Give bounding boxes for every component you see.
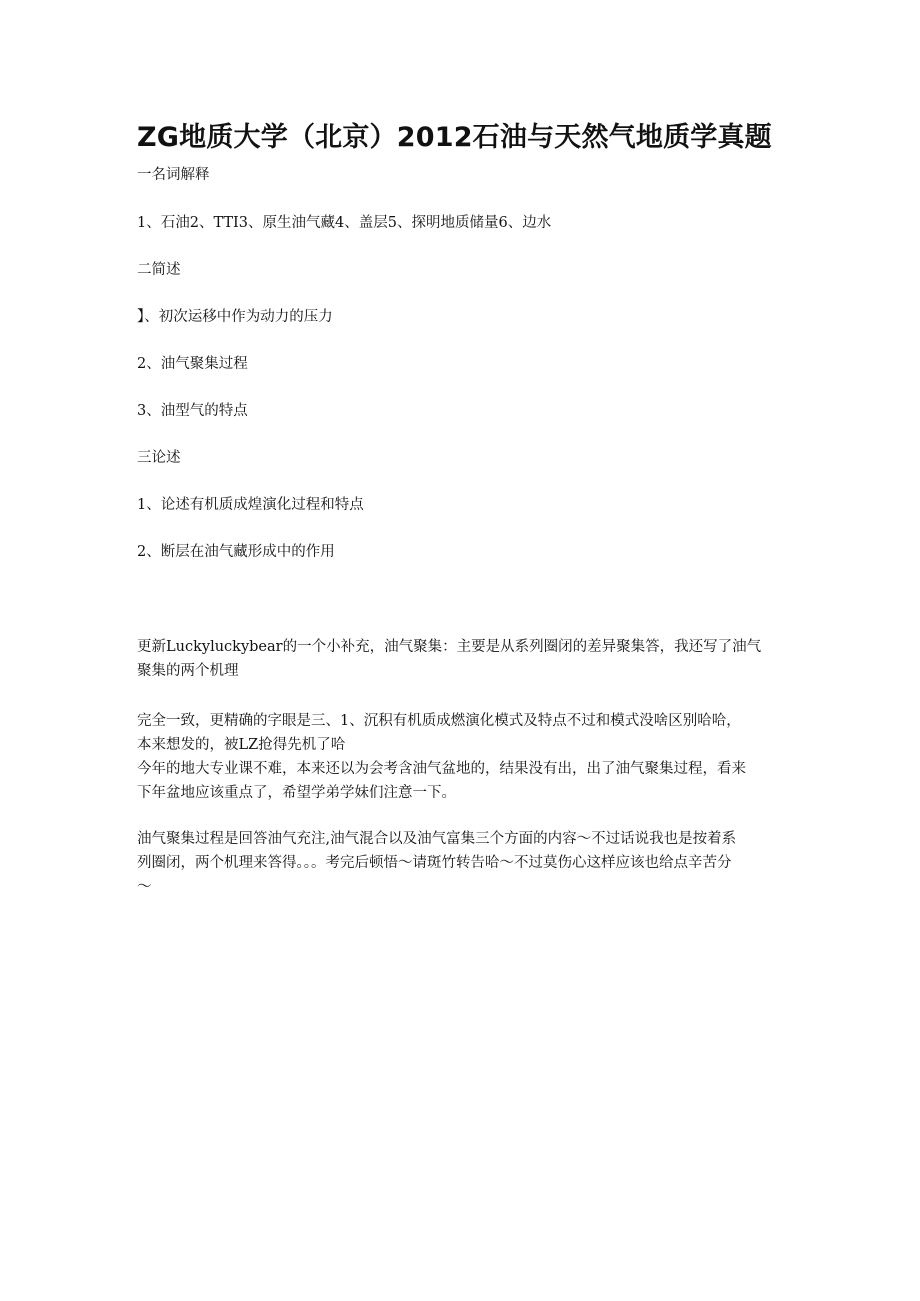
comment-3-line-1: 今年的地大专业课不难，本来还以为会考含油气盆地的，结果没有出，出了油气聚集过程，看来 — [137, 761, 746, 777]
comment-1-line-2: 聚集的两个机理 — [137, 663, 239, 679]
comment-2-line-1: 完全一致，更精确的字眼是三、1、沉积有机质成燃演化模式及特点不过和模式没啥区别哈哈， — [137, 713, 741, 729]
section-heading-terms: 一名词解释 — [137, 167, 210, 183]
comment-2-line-2: 本来想发的，被LZ抢得先机了哈 — [137, 737, 346, 753]
short-answer-item-3: 3、油型气的特点 — [137, 403, 248, 419]
essay-item-1: 1、论述有机质成煌演化过程和特点 — [137, 497, 364, 513]
comment-2 — [137, 709, 787, 757]
terms-list: 1、石油2、TTI3、原生油气藏4、盖层5、探明地质储量6、边水 — [137, 215, 552, 231]
section-heading-essay: 三论述 — [137, 450, 181, 466]
section-heading-short-answer: 二简述 — [137, 262, 181, 278]
comment-1-line-1: 更新Luckyluckybear的一个小补充，油气聚集：主要是从系列圈闭的差异聚集答，我还写了油气 — [137, 639, 762, 655]
comment-4-line-2: 列圈闭，两个机理来答得。。。考完后顿悟～请斑竹转告哈～不过莫伤心这样应该也给点辛苦分 — [137, 855, 732, 871]
short-answer-item-1: 】、初次运移中作为动力的压力 — [137, 309, 333, 325]
page-title: ZG地质大学（北京）2012石油与天然气地质学真题 — [137, 122, 772, 153]
comment-1 — [137, 635, 787, 683]
short-answer-item-2: 2、油气聚集过程 — [137, 356, 248, 372]
comment-3 — [137, 757, 787, 805]
comment-4-line-1: 油气聚集过程是回答油气充注,油气混合以及油气富集三个方面的内容～不过话说我也是按着系 — [137, 831, 737, 847]
essay-item-2: 2、断层在油气藏形成中的作用 — [137, 544, 335, 560]
comment-4-line-3: ～ — [137, 879, 152, 895]
comment-3-line-2: 下年盆地应该重点了，希望学弟学妹们注意一下。 — [137, 785, 456, 801]
comment-4 — [137, 827, 787, 899]
